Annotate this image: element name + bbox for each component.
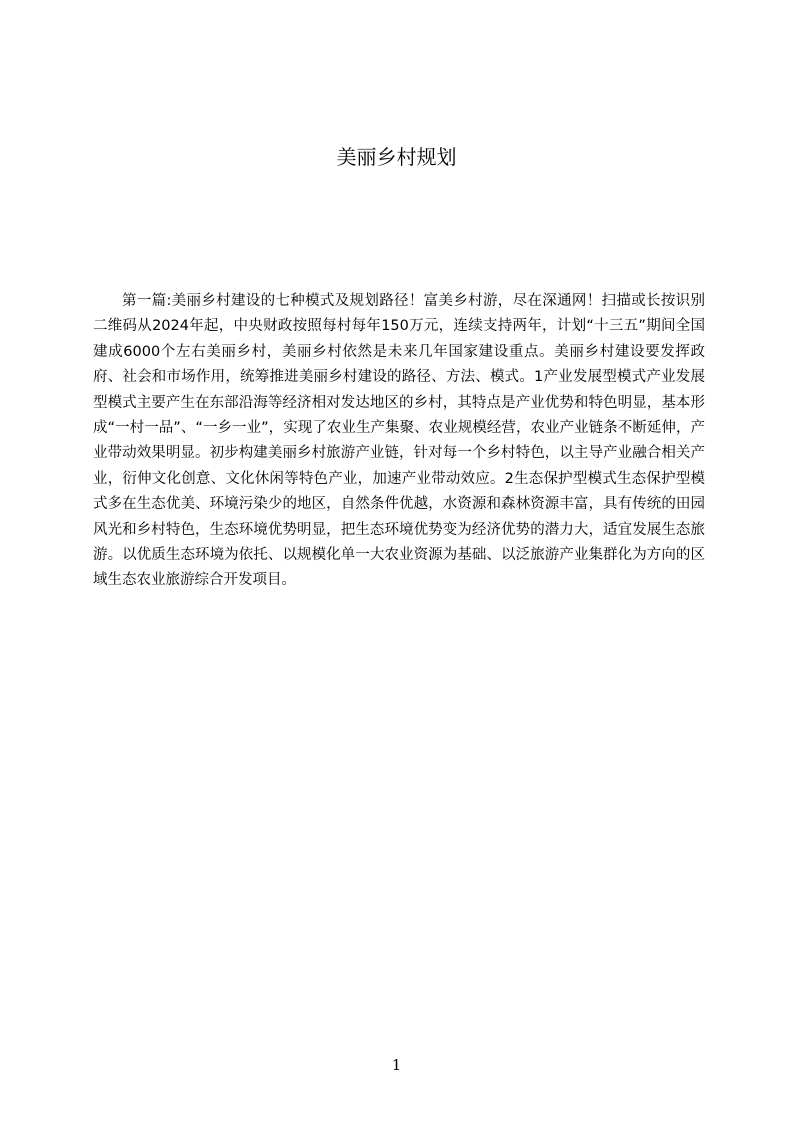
body-paragraph: 第一篇:美丽乡村建设的七种模式及规划路径！富美乡村游，尽在深通网！扫描或长按识别二维码从2024年起，中央财政按照每村每年150万元，连续支持两年，计划“十三五”期间全国建成6000个左右美丽乡村，美丽乡村依然是未来几年国家建设重点。美丽乡村建设要发挥政府、社会和市场作用，统筹推进美丽乡村建设的路径、方法、模式。1产业发展型模式产业发展型模式主要产生在东部沿海等经济相对发达地区的乡村，其特点是产业优势和特色明显，基本形成“一村一品”、“一乡一业”，实现了农业生产集聚、农业规模经营，农业产业链条不断延伸，产业带动效果明显。初步构建美丽乡村旅游产业链，针对每一个乡村特色，以主导产业融合相关产业，衍伸文化创意、文化休闲等特色产业，加速产业带动效应。2生态保护型模式生态保护型模式多在生态优美、环境污染少的地区，自然条件优越，水资源和森林资源丰富，具有传统的田园风光和乡村特色，生态环境优势明显，把生态环境优势变为经济优势的潜力大，适宜发展生态旅游。以优质生态环境为依托、以规模化单一大农业资源为基础、以泛旅游产业集群化为方向的区域生态农业旅游综合开发项目。 (93, 293, 705, 589)
page-number: 1 (391, 1056, 402, 1074)
page-title: 美丽乡村规划 (336, 145, 457, 169)
